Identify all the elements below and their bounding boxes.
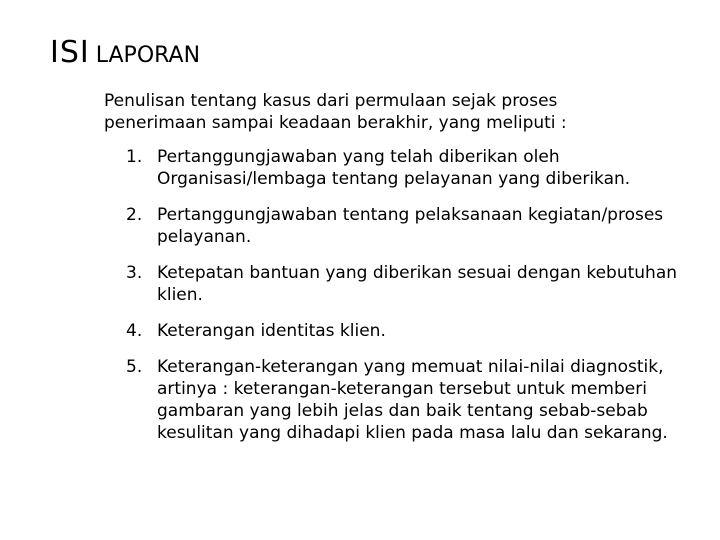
intro-paragraph: Penulisan tentang kasus dari permulaan sejak proses penerimaan sampai keadaan berakhir, yang meliputi : <box>104 91 567 133</box>
list-item-text: Pertanggungjawaban tentang pelaksanaan kegiatan/proses pelayanan. <box>157 205 664 247</box>
list-item-number: 5. <box>126 357 143 377</box>
list-item-number: 4. <box>126 321 143 341</box>
slide-title <box>50 35 201 70</box>
list-item-text: Pertanggungjawaban yang telah diberikan oleh Organisasi/lembaga tentang pelayanan yang diberikan. <box>157 147 631 189</box>
title-big-text: ISI <box>50 35 90 70</box>
list-item-number: 3. <box>126 263 143 283</box>
list-item-number: 1. <box>126 147 143 167</box>
list-item <box>126 146 696 190</box>
list-item-text: Keterangan-keterangan yang memuat nilai-nilai diagnostik, artinya : keterangan-keterangan tersebut untuk memberi gambaran yang lebih jelas dan baik tentang sebab-sebab kesulitan yang dihadapi klien pada masa lalu dan sekarang. <box>157 357 668 443</box>
list-item <box>126 262 696 306</box>
list-item <box>126 204 696 248</box>
list-item <box>126 356 696 444</box>
list-item-number: 2. <box>126 205 143 225</box>
content-list <box>126 146 696 458</box>
list-item-text: Keterangan identitas klien. <box>157 321 386 341</box>
title-small-text: LAPORAN <box>95 43 201 68</box>
list-item-text: Ketepatan bantuan yang diberikan sesuai dengan kebutuhan klien. <box>157 263 678 305</box>
list-item <box>126 320 696 342</box>
